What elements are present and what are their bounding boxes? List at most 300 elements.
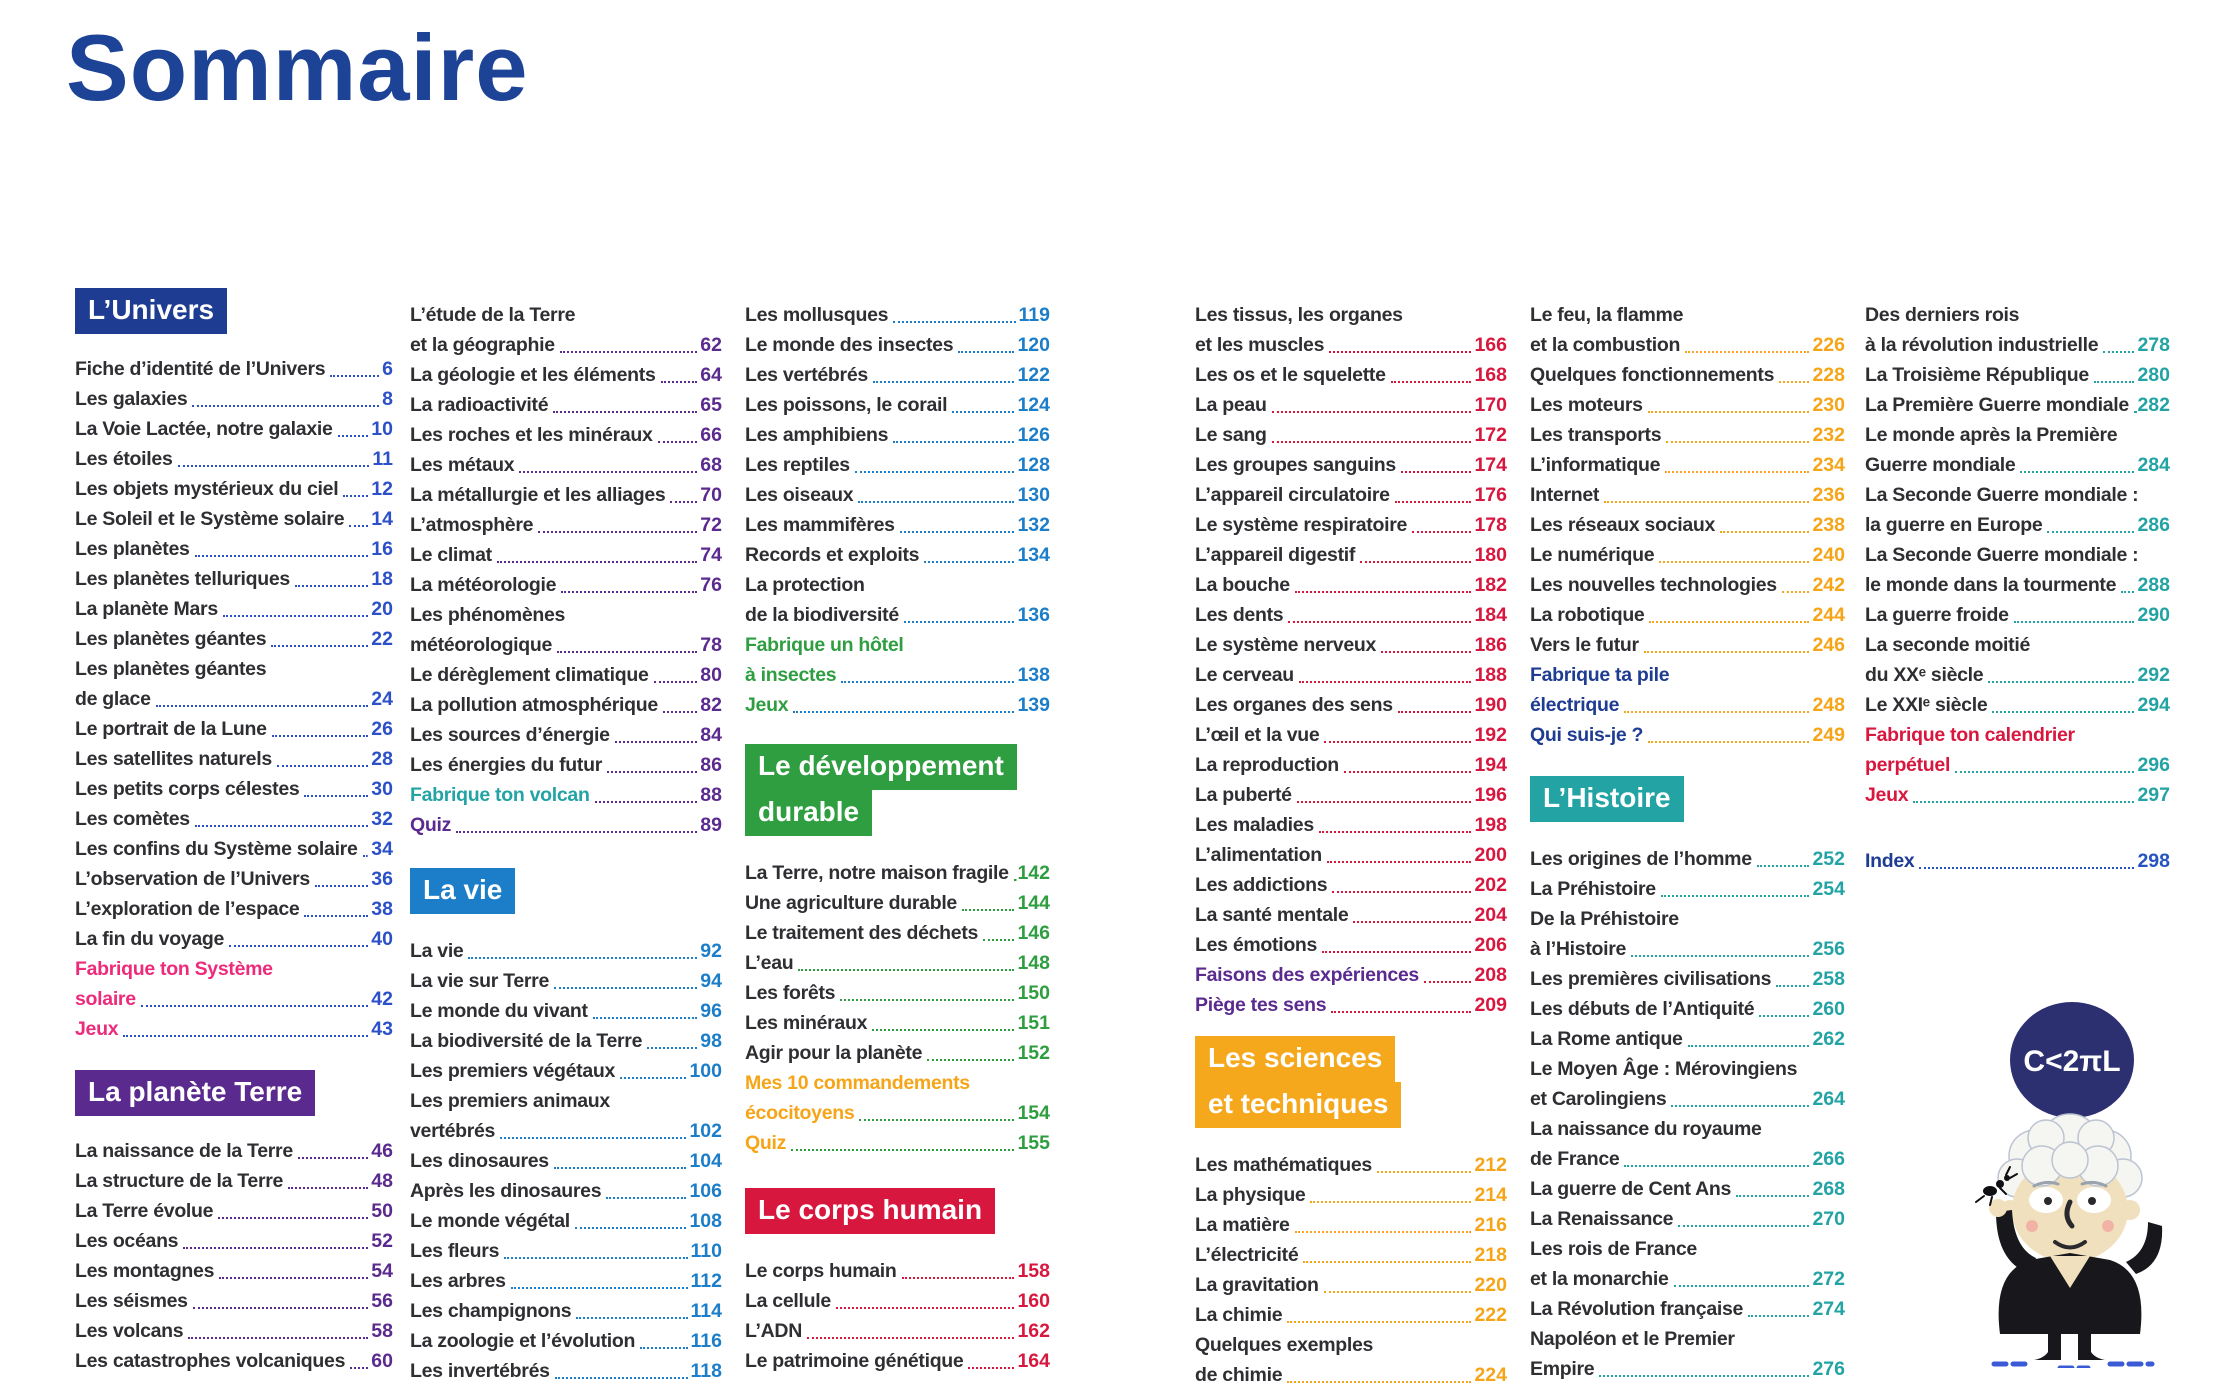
page-number: 200	[1474, 844, 1507, 866]
toc-entry-title: Les champignons	[410, 1300, 572, 1322]
spacer	[745, 1158, 1050, 1188]
toc-entry-title: Quiz	[745, 1132, 787, 1154]
dotted-leader	[663, 711, 697, 713]
page-number: 94	[700, 970, 722, 992]
page-number: 190	[1474, 694, 1507, 716]
toc-entry-title: Guerre mondiale	[1865, 454, 2016, 476]
page-number: 14	[371, 508, 393, 530]
toc-entry	[745, 540, 1050, 570]
toc-entry-title: Le cerveau	[1195, 664, 1294, 686]
page-title: Sommaire	[66, 15, 529, 120]
page-number: 155	[1017, 1132, 1050, 1154]
toc-entry-line	[75, 1136, 393, 1166]
page-number: 278	[2137, 334, 2170, 356]
page-number: 138	[1017, 664, 1050, 686]
dotted-leader	[872, 1029, 1014, 1031]
toc-entry-line	[1865, 420, 2170, 450]
page-number: 286	[2137, 514, 2170, 536]
dotted-leader	[1297, 801, 1472, 803]
dotted-leader	[288, 1187, 368, 1189]
toc-entry	[745, 420, 1050, 450]
boots	[2034, 1332, 2105, 1360]
toc-entry	[75, 354, 393, 384]
page-number: 222	[1474, 1304, 1507, 1326]
ground-dashes	[1994, 1364, 2152, 1368]
dotted-leader	[1736, 1195, 1809, 1197]
toc-entry-title: La Voie Lactée, notre galaxie	[75, 418, 333, 440]
toc-entry-line	[75, 894, 393, 924]
toc-entry-line	[410, 630, 722, 660]
toc-entry	[745, 1068, 1050, 1128]
dotted-leader	[2047, 531, 2134, 533]
toc-entry-title: La gravitation	[1195, 1274, 1319, 1296]
toc-column-3	[745, 300, 1050, 1376]
toc-entry-title: Le monde des insectes	[745, 334, 954, 356]
spacer	[745, 1234, 1050, 1256]
toc-entry-line	[410, 1236, 722, 1266]
toc-entry-title: Les organes des sens	[1195, 694, 1393, 716]
toc-entry	[410, 600, 722, 660]
dotted-leader	[658, 441, 698, 443]
page-number: 242	[1812, 574, 1845, 596]
toc-entry-title: La naissance de la Terre	[75, 1140, 293, 1162]
toc-entry-line	[1195, 300, 1507, 330]
page-number: 74	[700, 544, 722, 566]
toc-entry-title: La Rome antique	[1530, 1028, 1683, 1050]
toc-entry-title: Quelques fonctionnements	[1530, 364, 1775, 386]
toc-entry-line	[1865, 390, 2170, 420]
toc-entry-title: Le monde après la Première	[1865, 424, 2118, 446]
toc-entry	[745, 450, 1050, 480]
dotted-leader	[2020, 471, 2134, 473]
toc-entry-title: Le Moyen Âge : Mérovingiens	[1530, 1058, 1798, 1080]
toc-entry-title: Les nouvelles technologies	[1530, 574, 1777, 596]
toc-entry-line	[1195, 540, 1507, 570]
toc-entry-line	[1865, 570, 2170, 600]
page-number: 28	[371, 748, 393, 770]
page-number: 136	[1017, 604, 1050, 626]
dotted-leader	[859, 1119, 1014, 1121]
spacer	[745, 720, 1050, 744]
toc-entries	[1865, 846, 2170, 876]
toc-entries	[745, 300, 1050, 720]
page-number: 54	[371, 1260, 393, 1282]
toc-entry-title: Les vertébrés	[745, 364, 868, 386]
toc-entry	[1195, 1330, 1507, 1390]
toc-entry	[1195, 1240, 1507, 1270]
dotted-leader	[1988, 681, 2134, 683]
dotted-leader	[1748, 1315, 1809, 1317]
dotted-leader	[1360, 561, 1471, 563]
dotted-leader	[1324, 741, 1471, 743]
toc-entry-title: Les rois de France	[1530, 1238, 1697, 1260]
toc-entry-line	[745, 1008, 1050, 1038]
toc-entry-title: La guerre de Cent Ans	[1530, 1178, 1732, 1200]
toc-entry-line	[745, 858, 1050, 888]
toc-entry	[1865, 630, 2170, 690]
toc-entry	[1195, 750, 1507, 780]
toc-entry	[1195, 870, 1507, 900]
page-number: 30	[371, 778, 393, 800]
toc-entry-line	[1530, 420, 1845, 450]
toc-entry-title: L’ADN	[745, 1320, 803, 1342]
toc-entry	[75, 624, 393, 654]
toc-entry	[1195, 420, 1507, 450]
toc-entry-line	[1530, 1204, 1845, 1234]
toc-entry	[1530, 360, 1845, 390]
section-header	[745, 744, 1050, 836]
toc-entry-line	[1865, 510, 2170, 540]
page-number: 128	[1017, 454, 1050, 476]
page-number: 170	[1474, 394, 1507, 416]
toc-entry-line	[75, 924, 393, 954]
dotted-leader	[1395, 501, 1472, 503]
toc-entry	[75, 1166, 393, 1196]
dotted-leader	[223, 615, 368, 617]
toc-entry	[75, 444, 393, 474]
toc-entry	[410, 1356, 722, 1386]
spacer	[75, 1116, 393, 1136]
section-header-label: Les sciences	[1195, 1036, 1395, 1082]
dotted-leader	[1299, 681, 1472, 683]
toc-entry	[410, 570, 722, 600]
toc-entry	[75, 834, 393, 864]
toc-entry-title: Les réseaux sociaux	[1530, 514, 1716, 536]
page-number: 228	[1812, 364, 1845, 386]
toc-entry-title: et les muscles	[1195, 334, 1325, 356]
toc-entry-line	[75, 774, 393, 804]
section-header	[745, 1188, 1050, 1234]
spacer	[1530, 822, 1845, 844]
toc-column-6	[1865, 300, 2170, 876]
page-number: 84	[700, 724, 722, 746]
dotted-leader	[350, 1367, 368, 1369]
page-number: 196	[1474, 784, 1507, 806]
toc-entry	[1530, 1324, 1845, 1384]
page-number: 232	[1812, 424, 1845, 446]
toc-entry-line	[745, 480, 1050, 510]
dotted-leader	[647, 1047, 697, 1049]
toc-entry-title: Une agriculture durable	[745, 892, 957, 914]
dotted-leader	[841, 681, 1014, 683]
toc-entry-title: électrique	[1530, 694, 1620, 716]
toc-entry-title: Les oiseaux	[745, 484, 854, 506]
dotted-leader	[554, 987, 697, 989]
toc-entry-title: Les planètes géantes	[75, 658, 267, 680]
toc-entry-line	[410, 1356, 722, 1386]
toc-entry-line	[1195, 690, 1507, 720]
toc-entry	[1195, 660, 1507, 690]
toc-entry-title: Les groupes sanguins	[1195, 454, 1396, 476]
dotted-leader	[468, 957, 697, 959]
page-number: 188	[1474, 664, 1507, 686]
page-number: 112	[690, 1270, 722, 1292]
page-number: 208	[1474, 964, 1507, 986]
toc-entry-line	[1195, 1240, 1507, 1270]
page-number: 288	[2137, 574, 2170, 596]
toc-entry	[1865, 846, 2170, 876]
toc-entry-line	[75, 354, 393, 384]
toc-entry-line	[75, 1316, 393, 1346]
toc-entry	[75, 864, 393, 894]
toc-entry	[410, 480, 722, 510]
dotted-leader	[924, 561, 1014, 563]
page-number: 86	[700, 754, 722, 776]
page-number: 254	[1812, 878, 1845, 900]
toc-entry-line	[75, 804, 393, 834]
dotted-leader	[1776, 985, 1809, 987]
page-number: 234	[1812, 454, 1845, 476]
toc-entry-title: L’appareil digestif	[1195, 544, 1356, 566]
toc-entry-line	[1865, 330, 2170, 360]
toc-entry-title: La reproduction	[1195, 754, 1339, 776]
toc-entry-title: Fabrique ton Système	[75, 958, 273, 980]
dotted-leader	[557, 651, 697, 653]
dotted-leader	[893, 321, 1015, 323]
toc-entry-line	[1195, 780, 1507, 810]
page-number: 248	[1812, 694, 1845, 716]
toc-entry-title: et la monarchie	[1530, 1268, 1669, 1290]
toc-entry-title: Les objets mystérieux du ciel	[75, 478, 339, 500]
toc-entry	[410, 300, 722, 360]
page-number: 298	[2137, 850, 2170, 872]
page-number: 266	[1812, 1148, 1845, 1170]
toc-entries	[75, 354, 393, 1044]
toc-entry-line	[1530, 1294, 1845, 1324]
dotted-leader	[620, 1077, 686, 1079]
toc-entry-title: La vie sur Terre	[410, 970, 549, 992]
toc-entry-title: Les débuts de l’Antiquité	[1530, 998, 1755, 1020]
toc-entries	[75, 1136, 393, 1376]
dotted-leader	[555, 1377, 688, 1379]
toc-entry-line	[1530, 1114, 1845, 1144]
page-number: 139	[1017, 694, 1050, 716]
toc-entry-title: Les satellites naturels	[75, 748, 272, 770]
toc-entry	[410, 720, 722, 750]
page-number: 26	[371, 718, 393, 740]
toc-entry-line	[1530, 934, 1845, 964]
toc-entry-line	[1865, 450, 2170, 480]
page-number: 48	[371, 1170, 393, 1192]
toc-entry-title: La Révolution française	[1530, 1298, 1744, 1320]
page-number: 114	[690, 1300, 722, 1322]
toc-entry-line	[745, 1068, 1050, 1098]
toc-column-2	[410, 300, 722, 1386]
toc-entry	[1530, 540, 1845, 570]
page-number: 11	[372, 448, 393, 470]
toc-entry	[1195, 780, 1507, 810]
toc-entry	[1530, 994, 1845, 1024]
toc-entry-line	[1865, 300, 2170, 330]
toc-entry	[1530, 660, 1845, 720]
dotted-leader	[615, 741, 698, 743]
dotted-leader	[229, 945, 368, 947]
toc-entry-line	[75, 1286, 393, 1316]
page-number: 152	[1017, 1042, 1050, 1064]
toc-entry-title: Piège tes sens	[1195, 994, 1327, 1016]
section-header-label: La vie	[410, 868, 515, 914]
dotted-leader	[188, 1337, 368, 1339]
toc-entry-title: Les premiers végétaux	[410, 1060, 616, 1082]
spacer	[745, 836, 1050, 858]
dotted-leader	[538, 531, 697, 533]
toc-entry-title: La Préhistoire	[1530, 878, 1656, 900]
toc-entry-line	[745, 1316, 1050, 1346]
toc-entry-title: Fiche d’identité de l’Univers	[75, 358, 326, 380]
page-number: 142	[1017, 862, 1050, 884]
toc-entry-line	[410, 660, 722, 690]
toc-entry-line	[75, 1226, 393, 1256]
toc-entry-title: Les premières civilisations	[1530, 968, 1772, 990]
toc-entry-line	[1195, 900, 1507, 930]
toc-entry-title: à insectes	[745, 664, 837, 686]
toc-entry	[1865, 390, 2170, 420]
toc-entry-line	[1195, 870, 1507, 900]
page-number: 120	[1017, 334, 1050, 356]
dotted-leader	[1665, 471, 1809, 473]
dotted-leader	[927, 1059, 1014, 1061]
toc-entry-title: L’informatique	[1530, 454, 1661, 476]
toc-entry-title: L’électricité	[1195, 1244, 1299, 1266]
section-header-label: et techniques	[1195, 1082, 1401, 1128]
page-number: 258	[1812, 968, 1845, 990]
toc-entry	[410, 660, 722, 690]
toc-entry	[1195, 1180, 1507, 1210]
toc-entry-title: Les sources d’énergie	[410, 724, 610, 746]
toc-entry-title: La bouche	[1195, 574, 1290, 596]
toc-entry-title: Le climat	[410, 544, 492, 566]
dotted-leader	[2014, 621, 2135, 623]
toc-entry-line	[410, 330, 722, 360]
toc-entry	[1865, 690, 2170, 720]
toc-entries	[1530, 844, 1845, 1384]
toc-entry-line	[745, 510, 1050, 540]
toc-entry	[410, 1266, 722, 1296]
toc-entry-title: Les forêts	[745, 982, 836, 1004]
toc-entry-line	[410, 996, 722, 1026]
page-number: 292	[2137, 664, 2170, 686]
toc-entries	[1865, 300, 2170, 810]
toc-entry-line	[1195, 750, 1507, 780]
dotted-leader	[958, 351, 1014, 353]
spacer	[75, 334, 393, 354]
page-number: 176	[1474, 484, 1507, 506]
toc-entry-title: Records et exploits	[745, 544, 920, 566]
page-number: 244	[1812, 604, 1845, 626]
toc-entry-title: La Seconde Guerre mondiale :	[1865, 544, 2139, 566]
toc-entry-line	[410, 1116, 722, 1146]
toc-entry-title: du XXᵉ siècle	[1865, 664, 1984, 686]
toc-entry-line	[1195, 1180, 1507, 1210]
page-number: 12	[371, 478, 393, 500]
toc-entry-line	[1865, 360, 2170, 390]
toc-entry-title: Les arbres	[410, 1270, 506, 1292]
toc-entry-line	[745, 1256, 1050, 1286]
toc-entry	[1530, 1114, 1845, 1174]
toc-entry-title: Les origines de l’homme	[1530, 848, 1752, 870]
toc-entry-line	[1195, 1360, 1507, 1390]
dotted-leader	[1782, 591, 1810, 593]
toc-entry	[745, 888, 1050, 918]
dotted-leader	[840, 999, 1014, 1001]
toc-entry-line	[75, 1166, 393, 1196]
toc-entry-line	[1195, 600, 1507, 630]
toc-entry-line	[1195, 930, 1507, 960]
toc-entry-title: La puberté	[1195, 784, 1292, 806]
toc-entry-line	[1865, 600, 2170, 630]
page-number: 118	[690, 1360, 722, 1382]
toc-entry	[1195, 390, 1507, 420]
toc-entry-line	[75, 684, 393, 714]
toc-entry-title: Le XXIᵉ siècle	[1865, 694, 1988, 716]
toc-entry	[75, 534, 393, 564]
toc-entry-title: écocitoyens	[745, 1102, 855, 1124]
toc-entry-line	[1195, 960, 1507, 990]
dotted-leader	[219, 1277, 368, 1279]
toc-entry-line	[75, 384, 393, 414]
page-number: 68	[700, 454, 722, 476]
toc-entry-title: Les planètes géantes	[75, 628, 267, 650]
toc-entry-title: et Carolingiens	[1530, 1088, 1667, 1110]
dotted-leader	[1353, 921, 1471, 923]
page-number: 18	[371, 568, 393, 590]
toc-entry	[745, 300, 1050, 330]
toc-entry-line	[410, 966, 722, 996]
page-number: 92	[700, 940, 722, 962]
page-number: 72	[700, 514, 722, 536]
toc-entry-line	[1195, 450, 1507, 480]
toc-entry-line	[75, 444, 393, 474]
toc-entry-title: Les dinosaures	[410, 1150, 549, 1172]
page-number: 202	[1474, 874, 1507, 896]
spacer	[1530, 750, 1845, 776]
toc-entry	[1195, 540, 1507, 570]
toc-entry	[1530, 1054, 1845, 1114]
toc-entry-title: La matière	[1195, 1214, 1290, 1236]
toc-entry-line	[1865, 780, 2170, 810]
toc-entry-title: Le dérèglement climatique	[410, 664, 649, 686]
toc-entry-title: Le monde végétal	[410, 1210, 570, 1232]
dotted-leader	[900, 531, 1015, 533]
toc-entry	[75, 1014, 393, 1044]
dotted-leader	[271, 645, 368, 647]
toc-entry	[1195, 1300, 1507, 1330]
toc-entry-title: Les volcans	[75, 1320, 184, 1342]
toc-entry-title: Agir pour la planète	[745, 1042, 923, 1064]
toc-entry-line	[75, 834, 393, 864]
toc-entry-title: Quiz	[410, 814, 452, 836]
page-number: 36	[371, 868, 393, 890]
toc-entry-line	[745, 978, 1050, 1008]
toc-entry-title: La guerre froide	[1865, 604, 2009, 626]
toc-entry-title: L’appareil circulatoire	[1195, 484, 1390, 506]
toc-entry-title: L’œil et la vue	[1195, 724, 1320, 746]
toc-entry-title: Les poissons, le corail	[745, 394, 948, 416]
toc-entry-line	[75, 714, 393, 744]
dotted-leader	[1344, 771, 1472, 773]
page-number: 6	[382, 358, 393, 380]
toc-entry-line	[1530, 964, 1845, 994]
toc-entry-title: la guerre en Europe	[1865, 514, 2043, 536]
spacer	[1865, 810, 2170, 846]
page-number: 88	[700, 784, 722, 806]
toc-entry	[1195, 300, 1507, 360]
dotted-leader	[1319, 831, 1472, 833]
dotted-leader	[298, 1157, 368, 1159]
toc-entry-title: Les reptiles	[745, 454, 850, 476]
toc-entry	[75, 384, 393, 414]
toc-entries	[1530, 300, 1845, 750]
